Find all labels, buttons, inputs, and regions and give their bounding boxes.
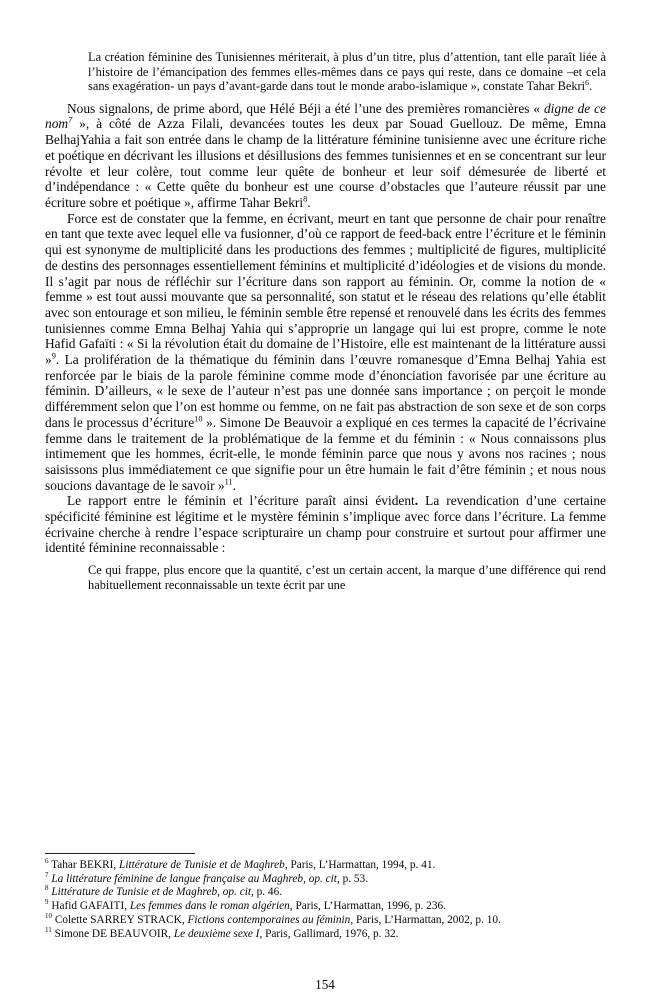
footnote-area <box>45 853 606 941</box>
footnote-6: $^6$ Tahar BEKRI, Littérature de Tunisie et de Maghreb, Paris, L’Harmattan, 1994, p. 41. <box>45 857 436 871</box>
footnote-8: $^8$ Littérature de Tunisie et de Maghreb, op. cit, p. 46. <box>45 884 283 899</box>
block-quote-bottom: Ce qui frappe, plus encore que la quantité, c’est un certain accent, la marque d’une différence qui rend habituellement reconnaissable un texte écrit par une <box>88 563 606 592</box>
paragraph-1: Nous signalons, de prime abord, que Hélé Béji a été l’une des premières romancières « digne de ce nom$^7$ », à côté de Azza Filali, devancées toutes les deux par Souad Guellouz. De même, Emna BelhajYahia a fait son entrée dans le champ de la littérature féminine tunisienne avec une écriture riche et poétique en décrivant les illusions et désillusions des femmes tunisiennes et en se concentrant sur leur révolte et leur colère, tout comme leur quête de bonheur et leur soif démesurée de liberté et d’indépendance : « Cette quête du bonheur est une course d’obstacles que l’auteure réussit par une écriture sobre et poétique », affirme Tahar Bekri$^8$. <box>45 100 606 210</box>
footnote-10: $^{10}$ Colette SARREY STRACK, Fictions contemporaines au féminin, Paris, L’Harmattan, 2002, p. 10. <box>45 912 501 926</box>
paragraph-3: Le rapport entre le féminin et l’écriture paraît ainsi évident. La revendication d’une certaine spécificité féminine est légitime et le mystère féminin s’implique avec force dans l’écriture. La femme écrivaine cherche à rendre l’espace scripturaire un champ pour construire et surtout pour affirmer une identité féminine reconnaissable : <box>45 493 606 556</box>
footnote-11: $^{11}$ Simone DE BEAUVOIR, Le deuxième sexe I, Paris, Gallimard, 1976, p. 32. <box>45 925 399 940</box>
footnote-separator <box>45 853 195 854</box>
footnote-7: $^7$ La littérature féminine de langue française au Maghreb, op. cit, p. 53. <box>45 870 369 885</box>
footnote-9: $^9$ Hafid GAFAITI, Les femmes dans le roman algérien, Paris, L’Harmattan, 1996, p. 236. <box>45 898 446 913</box>
block-quote-top: La création féminine des Tunisiennes mériterait, à plus d’un titre, plus d’attention, tant elle paraît liée à l’histoire de l’émancipation des femmes elles-mêmes dans ce pays qui reste, dans ce domaine –et cela sans exagération- un pays d’avant-garde dans tout le monde arabo-islamique », constate Tahar Bekri$^6$. <box>88 50 606 94</box>
page-number: 154 <box>315 977 335 992</box>
page-content <box>45 50 606 850</box>
paragraph-2: Force est de constater que la femme, en écrivant, meurt en tant que personne de chair pour renaître en tant que texte avec lequel elle va fusionner, d’où ce rapport de feed-back entre l’écriture et le féminin qui est synonyme de multiplicité dans les productions des femmes ; multiplicité de figures, multiplicité de destins des personnages essentiellement féminins et multiplicité d’idéologies et de visions du monde. Il s’agit par nous de réfléchir sur l’écriture dans son rapport au féminin. Or, comme la notion de « femme » est tout aussi mouvante que sa personnalité, son statut et le réseau des relations qu’elle établit avec son entourage et son milieu, le féminin semble être repensé et renouvelé dans les écrits des femmes tunisiennes comme Emna Belhaj Yahia qui s’approprie un langage qui lui est propre, comme le note Hafid Gafaïti : « Si la révolution était du domaine de l’Histoire, elle est maintenant de la littérature aussi »$^9$. La prolifération de la thématique du féminin dans l’œuvre romanesque d’Emna Belhaj Yahia est renforcée par le biais de la parole féminine comme mode d’énonciation favorisée par une écriture au féminin. D’ailleurs, « le sexe de l’auteur n’est pas une donnée sans importance ; on perçoit le monde différemment selon que l’on est homme ou femme, on ne fait pas abstraction de son sexe et de son corps dans le processus d’écriture$^{10}$ ». Simone De Beauvoir a expliqué en ces termes la capacité de l’écrivaine femme dans le traitement de la problématique de la femme et du féminin : « Nous connaissons plus intimement que les hommes, écrit-elle, le monde féminin parce que nous y avons nos racines ; nous saisissons plus immédiatement ce que signifie pour un être humain le fait d’être féminin ; et nous nous soucions davantage de le savoir »$^{11}$. <box>45 210 606 493</box>
